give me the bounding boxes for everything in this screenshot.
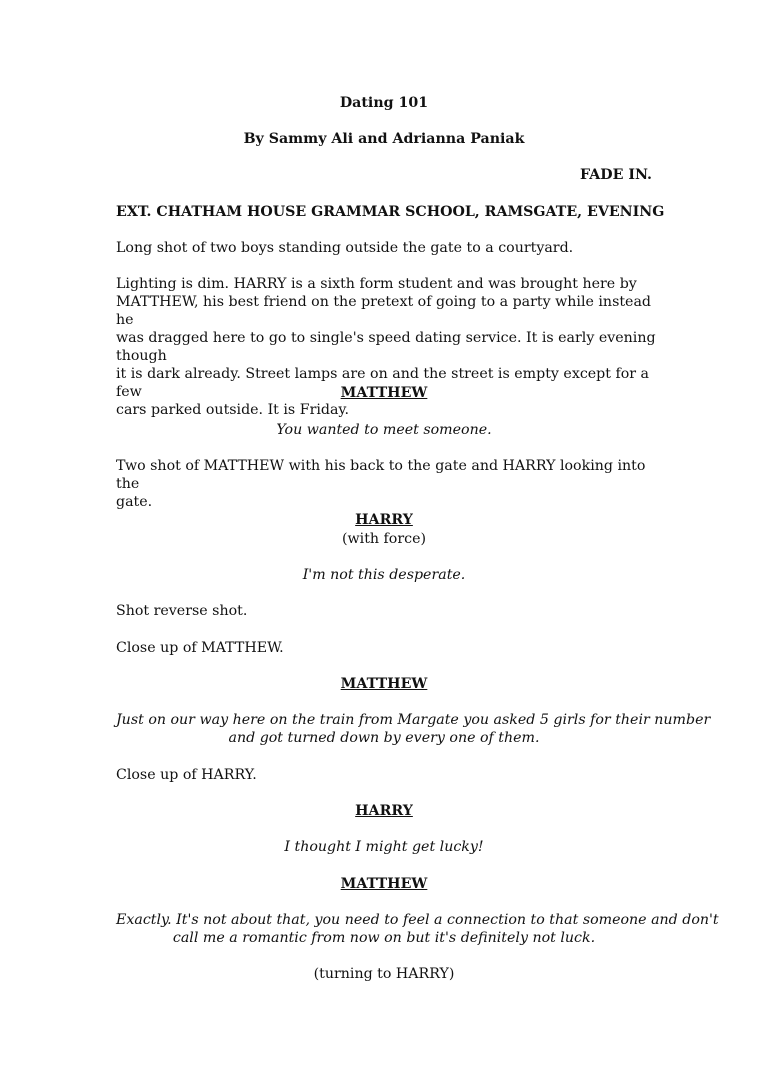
dialogue-line: You wanted to meet someone.	[276, 422, 492, 438]
transition-fade-in: FADE IN.	[580, 167, 652, 183]
dialogue-line: Exactly. It's not about that, you need to feel a connection to that someone and don't	[116, 912, 719, 928]
action-line: Close up of MATTHEW.	[116, 640, 284, 656]
action-line: Lighting is dim. HARRY is a sixth form student and was brought here by	[116, 276, 637, 292]
action-line: Shot reverse shot.	[116, 603, 248, 619]
script-authors: By Sammy Ali and Adrianna Paniak	[243, 131, 525, 147]
parenthetical: (with force)	[341, 531, 427, 547]
action-line: cars parked outside. It is Friday.	[116, 402, 350, 418]
character-name: MATTHEW	[340, 676, 428, 692]
dialogue-line: call me a romantic from now on but it's definitely not luck.	[172, 930, 596, 946]
character-name: MATTHEW	[340, 876, 428, 892]
character-name: MATTHEW	[340, 385, 428, 401]
dialogue-line: I thought I might get lucky!	[284, 839, 484, 855]
action-line: was dragged here to go to single's speed dating service. It is early evening though	[116, 330, 656, 364]
action-paragraph	[116, 457, 656, 511]
action-line: Close up of HARRY.	[116, 767, 257, 783]
action-line: Two shot of MATTHEW with his back to the gate and HARRY looking into the	[116, 458, 646, 492]
dialogue-line: and got turned down by every one of them.	[228, 730, 540, 746]
parenthetical: (turning to HARRY)	[313, 966, 455, 982]
dialogue-line: Just on our way here on the train from Margate you asked 5 girls for their number	[116, 712, 711, 728]
action-line: it is dark already. Street lamps are on and the street is empty except for a few	[116, 366, 649, 400]
dialogue-line: I'm not this desperate.	[302, 567, 466, 583]
action-line: Long shot of two boys standing outside the gate to a courtyard.	[116, 240, 574, 256]
action-line: gate.	[116, 494, 153, 510]
scene-heading: EXT. CHATHAM HOUSE GRAMMAR SCHOOL, RAMSGATE, EVENING	[116, 204, 665, 220]
character-name: HARRY	[355, 512, 413, 528]
action-line: MATTHEW, his best friend on the pretext of going to a party while instead he	[116, 294, 651, 328]
character-name: HARRY	[355, 803, 413, 819]
script-title: Dating 101	[339, 95, 429, 111]
